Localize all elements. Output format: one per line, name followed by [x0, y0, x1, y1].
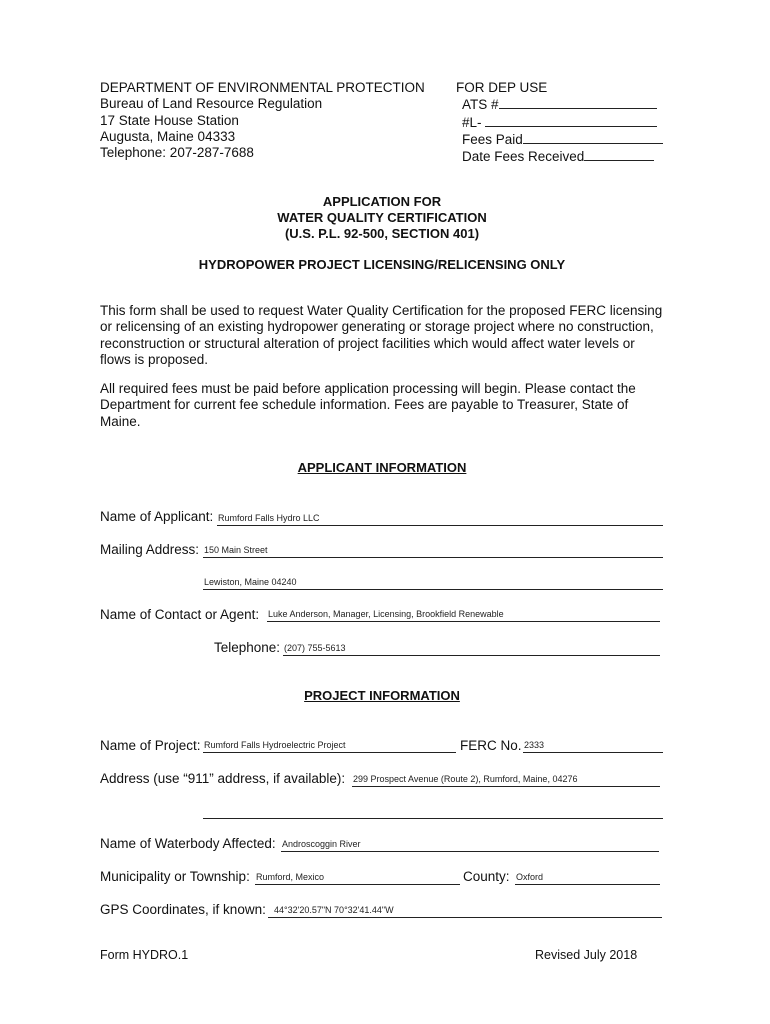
- department-address-block: [100, 80, 425, 161]
- ferc-no-label: FERC No.: [460, 738, 522, 753]
- mailing-address-line-2-field[interactable]: [203, 574, 663, 590]
- ats-label: ATS #: [462, 97, 499, 113]
- waterbody-label: Name of Waterbody Affected:: [100, 836, 276, 851]
- title-line-3: (U.S. P.L. 92-500, SECTION 401): [284, 226, 480, 241]
- project-name-field[interactable]: [203, 737, 456, 753]
- project-address-field[interactable]: [352, 771, 660, 787]
- waterbody-field[interactable]: [281, 836, 659, 852]
- l-field[interactable]: [485, 114, 657, 127]
- l-field-row: [456, 114, 666, 131]
- contact-agent-field[interactable]: [267, 606, 660, 622]
- municipality-label: Municipality or Township:: [100, 869, 250, 884]
- title-line-2: WATER QUALITY CERTIFICATION: [277, 210, 487, 225]
- municipality-value: Rumford, Mexico: [256, 872, 325, 882]
- subtitle: HYDROPOWER PROJECT LICENSING/RELICENSING ONLY: [198, 257, 566, 272]
- ats-field[interactable]: [499, 96, 657, 109]
- intro-paragraph-2: All required fees must be paid before application processing will begin. Please contact the Department for current fee schedule information. Fees are payable to Treasurer, State of Maine.: [100, 381, 636, 429]
- ats-field-row: [456, 96, 666, 113]
- gps-label: GPS Coordinates, if known:: [100, 902, 266, 917]
- dep-use-block: [456, 80, 666, 165]
- date-fees-label: Date Fees Received: [462, 149, 585, 165]
- applicant-name-field[interactable]: [217, 510, 663, 526]
- fees-paid-row: [456, 131, 666, 148]
- mailing-address-line-2-value: Lewiston, Maine 04240: [204, 577, 297, 587]
- fees-paid-label: Fees Paid: [462, 131, 523, 147]
- mailing-address-line-1-field[interactable]: [203, 542, 663, 558]
- project-address-label: Address (use “911” address, if available):: [100, 771, 346, 786]
- telephone-line: Telephone: 207-287-7688: [100, 145, 254, 161]
- telephone-label: Telephone:: [214, 640, 281, 655]
- project-name-label: Name of Project:: [100, 738, 201, 753]
- contact-agent-label: Name of Contact or Agent:: [100, 607, 260, 622]
- project-section-heading: PROJECT INFORMATION: [304, 688, 460, 703]
- gps-value: 44°32'20.57"N 70°32'41.44"W: [274, 905, 394, 915]
- county-field[interactable]: [515, 869, 660, 885]
- telephone-field[interactable]: [283, 640, 660, 656]
- ferc-no-field[interactable]: [523, 737, 663, 753]
- revised-date: Revised July 2018: [535, 948, 638, 962]
- applicant-section-heading: APPLICANT INFORMATION: [297, 460, 467, 475]
- county-value: Oxford: [516, 872, 544, 882]
- bureau-name: Bureau of Land Resource Regulation: [100, 96, 323, 112]
- telephone-value: (207) 755-5613: [284, 643, 346, 653]
- form-id: Form HYDRO.1: [100, 948, 189, 962]
- applicant-name-value: Rumford Falls Hydro LLC: [218, 513, 320, 523]
- mailing-address-label: Mailing Address:: [100, 542, 200, 557]
- project-address-line-2-field[interactable]: [203, 803, 663, 819]
- applicant-name-label: Name of Applicant:: [100, 509, 214, 524]
- fees-paid-field[interactable]: [523, 131, 663, 144]
- mailing-address-line-1-value: 150 Main Street: [204, 545, 268, 555]
- title-line-1: APPLICATION FOR: [322, 194, 442, 209]
- waterbody-value: Androscoggin River: [282, 839, 361, 849]
- department-name: DEPARTMENT OF ENVIRONMENTAL PROTECTION: [100, 80, 425, 95]
- city-line: Augusta, Maine 04333: [100, 128, 236, 144]
- project-name-value: Rumford Falls Hydroelectric Project: [204, 740, 346, 750]
- ferc-no-value: 2333: [524, 740, 545, 750]
- dep-use-title: FOR DEP USE: [456, 80, 548, 95]
- date-fees-field[interactable]: [584, 148, 654, 161]
- municipality-field[interactable]: [255, 869, 460, 885]
- l-label: #L-: [462, 114, 482, 130]
- intro-paragraph-1: This form shall be used to request Water Quality Certification for the proposed FERC licensing or relicensing of an existing hydropower generating or storage project where no construction, reconstruction or structural alteration of project facilities which would affect water levels or flows is proposed.: [100, 303, 663, 367]
- gps-field[interactable]: [268, 902, 662, 918]
- project-address-value: 299 Prospect Avenue (Route 2), Rumford, Maine, 04276: [353, 774, 578, 784]
- date-fees-row: [456, 148, 666, 165]
- county-label: County:: [463, 869, 510, 884]
- contact-agent-value: Luke Anderson, Manager, Licensing, Brookfield Renewable: [268, 609, 504, 619]
- station-line: 17 State House Station: [100, 112, 239, 128]
